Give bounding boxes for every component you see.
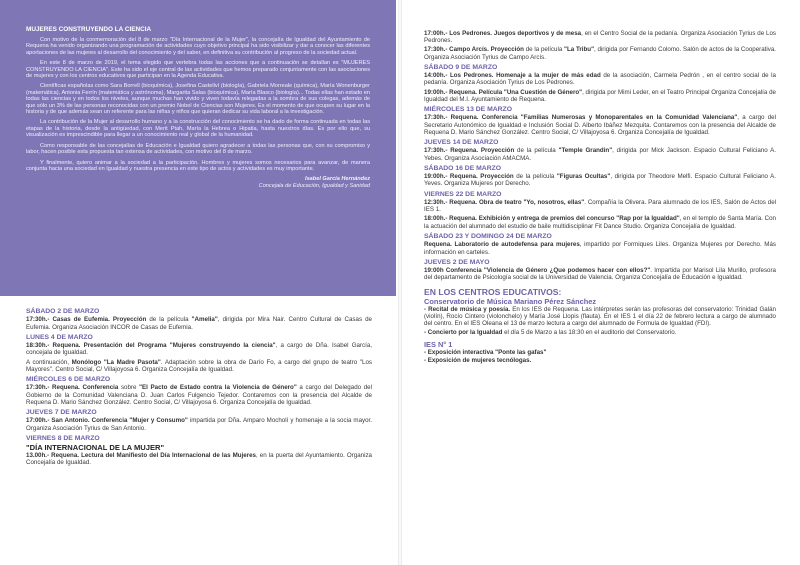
right-program [424,30,776,364]
event: - Exposición interactiva "Ponte las gafas" [424,349,547,357]
intro-paragraph: Como responsable de las concejalías de Educación e Igualdad quiero agradecer a todas las personas que, con su compromiso y labor, hacen posible esta propuesta tan extensa de actividades, con motivo del 8 de marzo. [26,142,370,156]
intro-paragraph: En este 8 de marzo de 2019, el tema elegido que vertebra todas las acciones que a continuación se detallan es "MUJERES CONSTRUYENDO LA CIENCIA". Este ha sido el eje central de las actividades que hemos preparado conjuntamente con las asociaciones de mujeres y con los centros educativos que participan en la Agenda Educativa. [26,60,370,80]
event: 19:00h.- Requena. Proyección de la película "Figuras Ocultas", dirigida por Theodore Melfi. Espacio Cultural Feliciano A. Yeves. Organiza Mujeres por Derecho. [424,173,776,188]
event: A continuación, Monólogo "La Madre Pasota". Adaptación sobre la obra de Darío Fo, a cargo del grupo de teatro "Los Mayores". Centro Social, C/ Villajoyosa 6. Organiza Concejalía de Igualdad. [26,358,373,373]
event: - Recital de música y poesía. En los IES de Requena. Las intérpretes serán las profesoras del conservatorio: Trinidad Galán (violín), Rocío Cintero (violonchelo) y María José Llopis (flauta). En el IES 1 el día 22 de febrero lectura a cargo de alumnado del centro. En el IES Oleana el 13 de marzo lectura a cargo del alumnado de Formula de Igualdad (FDI). [424,305,776,327]
date-heading: SÁBADO 9 DE MARZO [424,63,498,71]
signature-role: Concejala de Educación, Igualdad y Sanidad [258,182,370,189]
event: 18:00h.- Requena. Exhibición y entrega de premios del concurso "Rap por la Igualdad", en el templo de Santa María. Con la actuación del alumnado del estudio de baile multidisciplinar Fit Dance Studio. Organiza Concejalía de Igualdad. [424,215,776,230]
signature-name: Isabel García Hernández [305,176,370,183]
date-heading: SÁBADO 16 DE MARZO [424,164,502,172]
event: - Exposición de mujeres tecnólogas. [424,356,532,364]
date-heading: LUNES 4 DE MARZO [26,333,93,341]
womens-day-title: "DÍA INTERNACIONAL DE LA MUJER" [26,443,165,453]
date-heading: JUEVES 14 DE MARZO [424,139,499,147]
date-heading: VIERNES 22 DE MARZO [424,190,502,198]
subsection-heading: IES N° 1 [424,340,453,350]
event: 17:30h.- Requena. Conferencia "Familias Numerosas y Monoparentales en la Comunidad Valenciana", a cargo del Secretario Autonómico de Igualdad e Inclusión Social D. Alberto Ibáñez Mezquita. Contaremos con la presencia del Alcalde de Requena D. Mario Sánchez González. Centro Social, C/ Villajoyosa 6. Organiza Concejalía de Igualdad. [424,114,776,136]
date-heading: VIERNES 8 DE MARZO [26,434,100,442]
intro-heading: MUJERES CONSTRUYENDO LA CIENCIA [26,26,152,33]
subsection-heading: Conservatorio de Música Mariano Pérez Sánchez [424,296,597,306]
event: 14:00h.- Los Pedrones. Homenaje a la mujer de más edad de la asociación, Carmela Pedrón , en el centro social de la pedanía. Organiza Asociación Tyrius de Los Pedrones. [424,72,777,87]
right-panel [404,0,800,565]
event: 18:30h.- Requena. Presentación del Programa "Mujeres construyendo la ciencia", a cargo de Dña. Isabel García, concejala de Igualdad. [26,342,372,357]
event: 17:00h.- San Antonio. Conferencia "Mujer y Consumo" impartida por Dña. Amparo Mocholí y homenaje a la socia mayor. Organiza Asociación Tyrius de San Antonio. [26,417,372,432]
event: - Concierto por la Igualdad el día 5 de Marzo a las 18:30 en el auditorio del Conservatorio. [424,329,677,337]
event: 17:30h.- Casas de Eufemia. Proyección de la película "Amelia", dirigida por Mira Nair. Centro Cultural de Casas de Eufemia. Organiza Asociación INCOR de Casas de Eufemia. [26,316,372,331]
event: 12:30h.- Requena. Obra de teatro "Yo, nosotros, ellas". Compañía la Olivera. Para alumnado de los IES, Salón de Actos del IES 1. [424,199,777,214]
event: 13.00h.- Requena. Lectura del Manifiesto del Día Internacional de las Mujeres, en la puerta del Ayuntamiento. Organiza Concejalía de Igualdad. [26,452,372,467]
event: 17:30h.- Campo Arcís. Proyección de la película "La Tribu", dirigida por Fernando Colomo. Salón de actos de la Cooperativa. Organiza Asociación Tyrius de Campo Arcís. [424,46,777,61]
intro-paragraph: La contribución de la Mujer al desarrollo humano y a la construcción del conocimiento se ha dado de forma continuada en todas las etapas de la historia, desde la antigüedad, con Merit Ptah, María la Hebrea o Hipatia, hasta nuestros días. Es por ello que, su visualización es imprescindible para llegar a un conocimiento real y global de la humanidad. [26,119,370,139]
left-panel [0,0,396,565]
date-heading: MIÉRCOLES 13 DE MARZO [424,106,512,114]
date-heading: JUEVES 2 DE MAYO [424,258,490,266]
event: 17:30h.- Requena. Conferencia sobre "El Pacto de Estado contra la Violencia de Género" a cargo del Delegado del Gobierno de la Comunidad Valenciana D. Juan Carlos Fulgencio Tejedor. Contaremos con la presencia del Alcalde de Requena D. Mario Sánchez González. Centro Social, C/ Villajoyosa 6. Organiza Concejalía de Igualdad. [26,384,372,406]
event: Requena. Laboratorio de autodefensa para mujeres, impartido por Formiques Liles. Organiza Mujeres por Derecho. Más información en carteles. [424,241,776,256]
date-heading: MIÉRCOLES 6 DE MARZO [26,376,111,384]
event: 19:00h.- Requena. Película "Una Cuestión de Género", dirigida por Mimi Leder, en el Teatro Principal Organiza Concejalía de Igualdad del M.I. Ayuntamiento de Requena. [424,88,776,103]
intro-paragraph: Científicas españolas como Sara Borrell (bioquímica), Josefina Castellví (biología), Gabriela Morreale (química), María Wonenburger (matemática), Antonia Ferrín (matemática y astrónoma), Margarita Salas (bioquímica), María Blasco (biología)... Todas ellas han estado en todas las ciencias y en todos los niveles, aunque muchas han vivido y viven todavía relegadas a la sombra de sus colegas, además de que sólo un 3% de las personas reconocidas con un premio Nobel de Ciencias son Mujeres. Es el momento de que ocupen su lugar en la historia y de que además sean un referente para las niñas y niños que quieran dedicar su vida laboral a la investigación. [26,83,370,116]
date-heading: JUEVES 7 DE MARZO [26,409,97,417]
event: 17:30h.- Requena. Proyección de la película "Temple Grandin", dirigida por Mick Jackson. Espacio Cultural Feliciano A. Yebes. Organiza Asociación AMACMA. [424,147,777,162]
intro-paragraph: Y finalmente, quiero animar a la sociedad a la participación. Hombres y mujeres somos necesarios para avanzar, de manera conjunta hacia una sociedad en Igualdad y nuestra presencia en este tipo de actos y actividades es muy importante. [26,159,370,172]
signature [26,176,370,189]
page-fold [398,0,402,565]
date-heading: SÁBADO 23 Y DOMINGO 24 DE MARZO [424,232,552,240]
event: 19:00h Conferencia "Violencia de Género ¿Que podemos hacer con ellos?". Impartida por Marisol Lila Murillo, profesora del departamento de Psicología social de la Universidad de Valencia. Organiza Concejalía de Educación e Igualdad. [424,267,776,282]
section-heading: EN LOS CENTROS EDUCATIVOS: [424,286,562,297]
left-program [26,305,372,467]
event: 17:00h.- Los Pedrones. Juegos deportivos y de mesa, en el Centro Social de la pedanía. Organiza Asociación Tyrius de Los Pedrones. [424,30,776,45]
intro-box [0,0,396,296]
intro-paragraph: Con motivo de la conmemoración del 8 de marzo "Día Internacional de la Mujer", la concejalía de Igualdad del Ayuntamiento de Requena ha venido organizando una programación de actividades cuyo objetivo principal ha sido visibilizar y dar a conocer las diferentes aportaciones de las mujeres al desarrollo del conocimiento y del saber, en definitiva su contribución al progreso de la sociedad actual. [26,37,370,56]
date-heading: SÁBADO 2 DE MARZO [26,308,100,315]
